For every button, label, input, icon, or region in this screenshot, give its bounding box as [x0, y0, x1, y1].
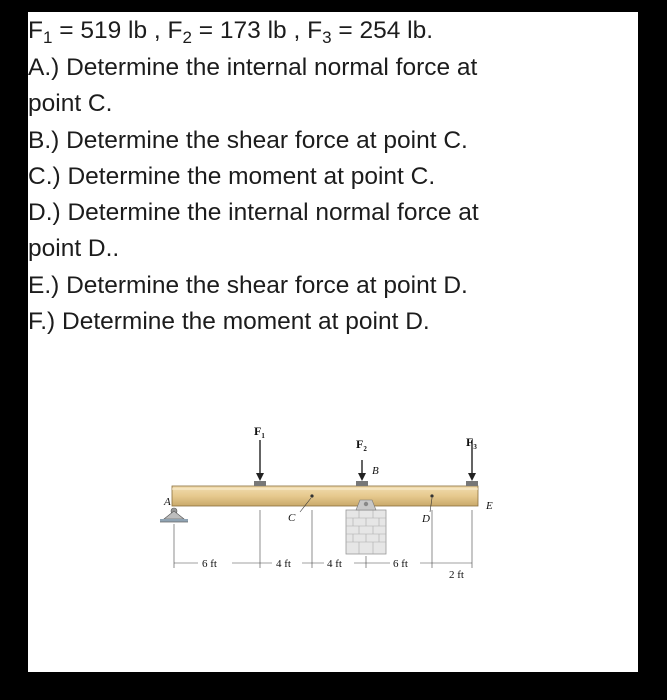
dim-6ft-a: 6 ft	[202, 558, 217, 570]
point-b-label: B	[372, 465, 379, 477]
brick-pier-b	[346, 500, 386, 554]
point-d-label: D	[422, 513, 430, 525]
point-e-label: E	[486, 500, 493, 512]
question-a-line2: point C.	[28, 90, 113, 118]
problem-text	[28, 12, 638, 340]
force-f1	[254, 440, 266, 486]
point-c-label: C	[288, 512, 296, 524]
force-f2	[356, 460, 368, 486]
dim-2ft: 2 ft	[449, 569, 464, 581]
beam-diagram	[134, 418, 493, 590]
f2-label: $F_2$	[356, 437, 367, 453]
point-c-marker	[310, 494, 313, 497]
dim-6ft-d: 6 ft	[393, 558, 408, 570]
dim-4ft-c: 4 ft	[276, 558, 291, 570]
point-a-label: A	[164, 496, 171, 508]
beam-figure	[134, 418, 493, 590]
question-d-line1: D.) Determine the internal normal force at	[28, 199, 479, 227]
question-a-line1: A.) Determine the internal normal force at	[28, 54, 478, 81]
f3-label: $F_3$	[466, 435, 477, 451]
question-c: C.) Determine the moment at point C.	[28, 162, 436, 190]
question-b: B.) Determine the shear force at point C.	[28, 126, 468, 154]
pin-support-a	[160, 508, 188, 522]
f1-label: $F_1$	[254, 424, 265, 440]
given-forces: $F_1 = 519$ lb , $F_2 = 173$ lb , $F_3 = 254$ lb.	[28, 17, 434, 47]
question-e: E.) Determine the shear force at point D.	[28, 271, 468, 299]
dim-4ft-b: 4 ft	[327, 558, 342, 570]
point-d-marker	[430, 494, 433, 497]
question-d-line2: point D..	[28, 235, 120, 263]
question-f: F.) Determine the moment at point D.	[28, 308, 430, 336]
